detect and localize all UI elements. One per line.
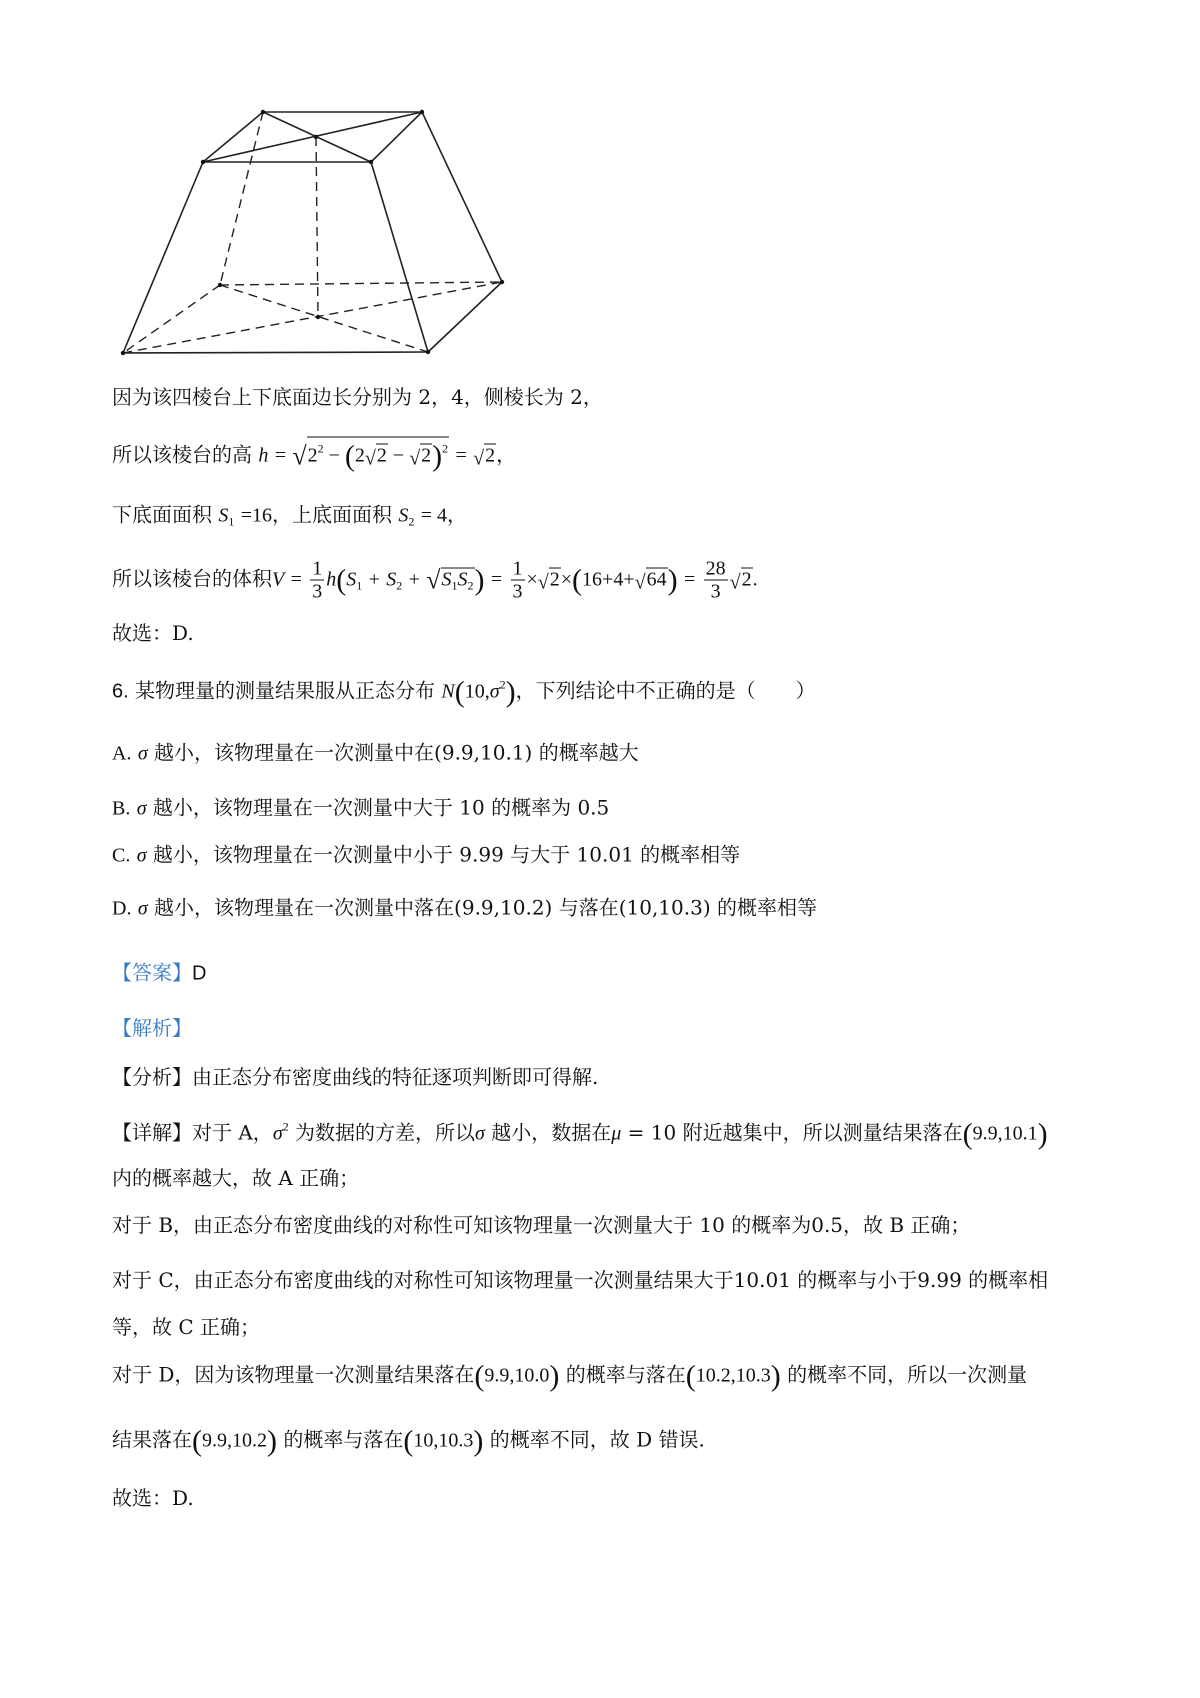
analysis-label: 【解析】 <box>112 1016 192 1040</box>
answer-label: 【答案】 <box>112 960 192 985</box>
analysis-b-line: 对于 B，由正态分布密度曲线的对称性可知该物理量一次测量大于 10 的概率为0.5，故 B 正确； <box>112 1213 971 1237</box>
top-right-edge <box>371 112 422 162</box>
top-diagonal-2 <box>203 112 422 162</box>
analysis-c-line-2: 等，故 C 正确； <box>112 1315 261 1339</box>
analysis-c-line-1: 对于 C，由正态分布密度曲线的对称性可知该物理量一次测量结果大于10.01 的概率与小于9.99 的概率相 <box>112 1268 1049 1292</box>
solution-line-volume: 所以该棱台的体积V = $\frac{1}{3}$ $h(S_1 + S_2 + √S_1S_2)$ = $\frac{1}{3}$ ×√2×(16+4+√64) = $\frac{28}{3}$ √2. <box>112 557 758 603</box>
xiangjie-line-1: 【详解】对于 A，$\sigma^2$ 为数据的方差，所以σ 越小，数据在μ = 10 附近越集中，所以测量结果落在(9.9,10.1) <box>112 1117 1048 1151</box>
bottom-diagonal-2 <box>123 282 502 353</box>
question-stem: 6. 某物理量的测量结果服从正态分布 $N(10,\sigma^2)$，下列结论中不正确的是（ ） <box>112 675 816 709</box>
xiangjie-label: 【详解】 <box>112 1120 192 1145</box>
frustum-diagram <box>0 0 600 380</box>
solution-line-height: 所以该棱台的高 $h = √2^2 - (2√2 - √2)^2 = √2$， <box>112 437 516 470</box>
answer-value: D <box>192 962 207 985</box>
fraction-one-third: $\frac{1}{3}$ <box>312 557 323 603</box>
previous-choose: 故选：D. <box>112 621 194 645</box>
solution-line-1: 因为该四棱台上下底面边长分别为 2，4，侧棱长为 2， <box>112 385 603 409</box>
option-a[interactable]: A. σ 越小，该物理量在一次测量中在(9.9,10.1) 的概率越大 <box>112 740 639 765</box>
question-number: 6. <box>112 680 129 703</box>
analysis-choose: 故选：D. <box>112 1486 194 1510</box>
answer-line <box>112 959 206 988</box>
height-radical: $√2^2 - (2√2 - √2)^2$ <box>292 437 449 470</box>
bottom-diagonal-1 <box>220 285 428 352</box>
lateral-edge-front-right <box>371 162 428 352</box>
option-c[interactable]: C. σ 越小，该物理量在一次测量中小于 9.99 与大于 10.01 的概率相等 <box>112 842 741 867</box>
option-d[interactable]: D. σ 越小，该物理量在一次测量中落在(9.9,10.2) 与落在(10,10.3) 的概率相等 <box>112 895 818 920</box>
option-b[interactable]: B. σ 越小，该物理量在一次测量中大于 10 的概率为 0.5 <box>112 795 610 820</box>
analysis-d-line-1: 对于 D，因为该物理量一次测量结果落在(9.9,10.0) 的概率与落在(10.2,10.3) 的概率不同，所以一次测量 <box>112 1359 1028 1393</box>
fenxi-line: 【分析】由正态分布密度曲线的特征逐项判断即可得解. <box>112 1065 599 1089</box>
hidden-lateral-edge <box>220 112 263 285</box>
solution-line-areas: 下底面面积 $S_1 =16$，上底面面积 $S_2 = 4$， <box>112 502 467 529</box>
analysis-d-line-2: 结果落在(9.9,10.2) 的概率与落在(10,10.3) 的概率不同，故 D 错误. <box>112 1424 705 1458</box>
height-line <box>316 137 318 317</box>
bottom-back-edge <box>220 282 502 285</box>
lateral-edge-front-left <box>123 162 203 353</box>
bottom-right-edge <box>428 282 502 352</box>
bottom-front-edge <box>123 352 428 353</box>
xiangjie-line-2: 内的概率越大，故 A 正确； <box>112 1166 360 1190</box>
fenxi-label: 【分析】 <box>112 1065 192 1089</box>
lateral-edge-back-right <box>422 112 502 282</box>
